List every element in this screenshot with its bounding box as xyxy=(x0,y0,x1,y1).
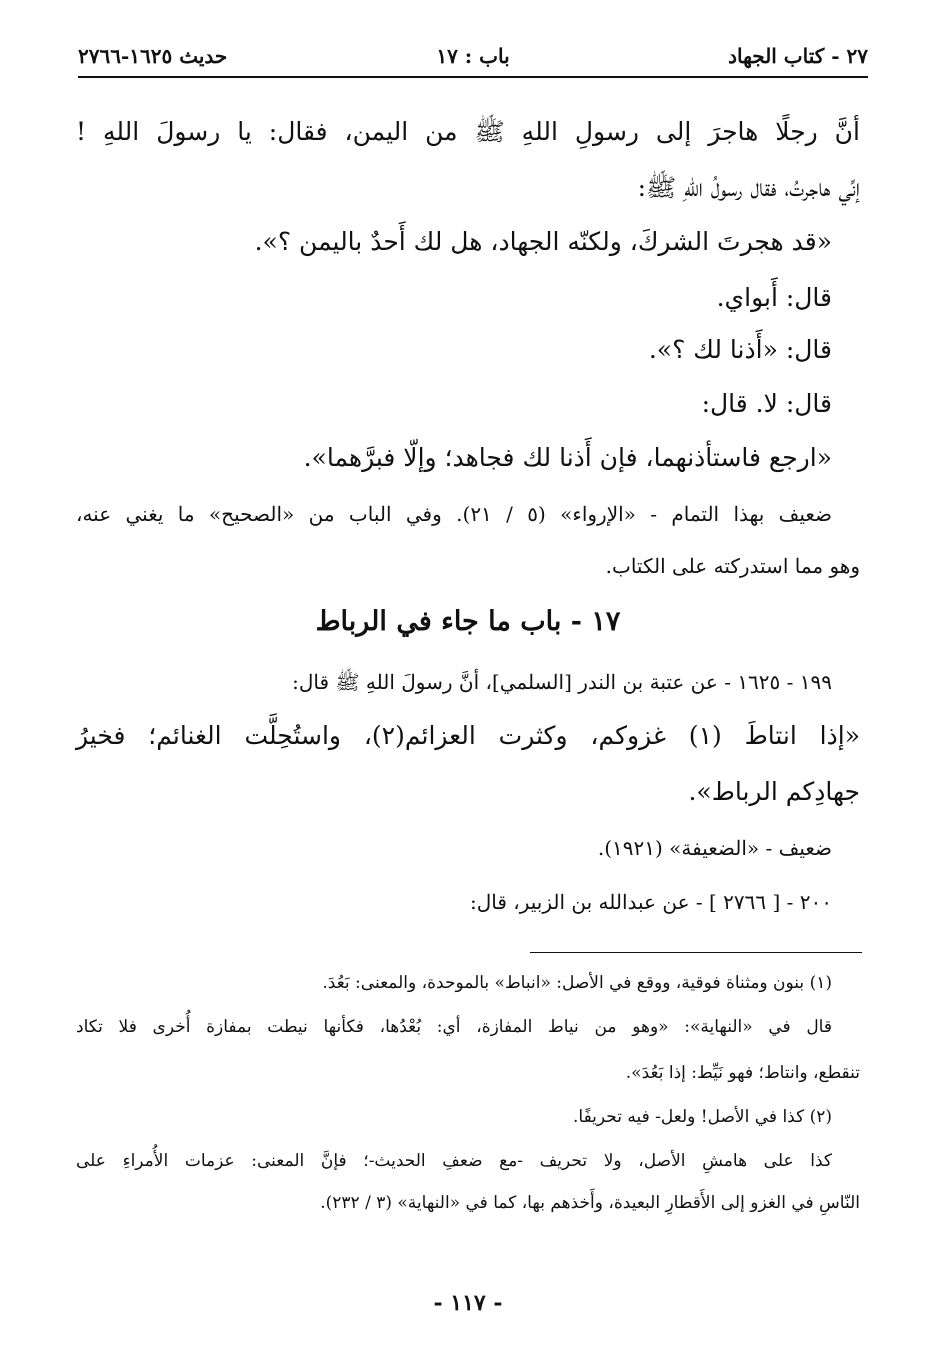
footnote-2: (٢) كذا في الأصل! ولعل- فيه تحريفًا. xyxy=(572,1107,832,1127)
grading-line-2: وهو مما استدركته على الكتاب. xyxy=(605,554,860,578)
grading-line-1: ضعيف بهذا التمام - «الإرواء» (٥ / ٢١). وفي الباب من «الصحيح» ما يغني عنه، xyxy=(76,502,833,526)
body-line-5: قال: «أَذنا لك ؟». xyxy=(648,335,832,364)
footnote-1: (١) بنون ومثناة فوقية، ووقع في الأصل: «انباط» بالموحدة، والمعنى: بَعُدَ. xyxy=(322,973,832,993)
section-heading: ١٧ - باب ما جاء في الرباط xyxy=(315,606,621,637)
hadith-199-grade: ضعيف - «الضعيفة» (١٩٢١). xyxy=(597,836,832,860)
footnote-1-cont-2: تنقطع، وانتاط؛ فهو نَيِّط: إذا بَعُدَ». xyxy=(625,1063,860,1083)
hadith-200-intro: ٢٠٠ - [ ٢٧٦٦ ] - عن عبدالله بن الزبير، قال: xyxy=(469,890,832,914)
running-header xyxy=(78,40,868,78)
footnote-2-cont-2: النّاسِ في الغزو إلى الأَقطارِ البعيدة، وأَخذهم بها، كما في «النهاية» (٣ / ٢٣٢). xyxy=(320,1193,860,1213)
footnote-2-cont-1: كذا على هامشِ الأصل، ولا تحريف -مع ضعفِ الحديث-؛ فإنَّ المعنى: عزمات الأُمراءِ على xyxy=(76,1151,832,1171)
page-number: - ١١٧ - xyxy=(433,1290,503,1316)
hadith-199-text-2: جهادِكم الرباط». xyxy=(688,777,860,806)
body-line-1: أنَّ رجلًا هاجرَ إلى رسولِ اللهِ ﷺ من اليمن، فقال: يا رسولَ اللهِ ! xyxy=(76,117,860,146)
header-hadith-range: حديث ١٦٢٥-٢٧٦٦ xyxy=(78,44,228,68)
header-chapter: ٢٧ - كتاب الجهاد xyxy=(728,44,868,68)
hadith-199-text-1: «إذا انتاطَ (١) غزوكم، وكثرت العزائم(٢)، واستُحِلَّت الغنائم؛ فخيرُ xyxy=(76,721,860,750)
body-line-7: «ارجع فاستأذنهما، فإن أَذنا لك فجاهد؛ وإلّا فبرَّهما». xyxy=(303,443,832,472)
body-line-4: قال: أَبواي. xyxy=(716,283,832,312)
header-section: باب : ١٧ xyxy=(436,44,510,68)
body-line-2: إنِّي هاجرتُ، فقال رسولُ اللهِ ﷺ: xyxy=(637,173,860,202)
footnote-1-cont-1: قال في «النهاية»: «وهو من نياط المفازة، أي: بُعْدُها، فكأنها نيطت بمفازة أُخرى فلا تكاد xyxy=(76,1017,832,1037)
hadith-199-intro: ١٩٩ - ١٦٢٥ - عن عتبة بن الندر [السلمي]، أنَّ رسولَ اللهِ ﷺ قال: xyxy=(292,670,832,694)
footnote-separator xyxy=(530,952,862,953)
body-line-3: «قد هجرتَ الشركَ، ولكنّه الجهاد، هل لك أَحدٌ باليمن ؟». xyxy=(254,227,832,256)
body-line-6: قال: لا. قال: xyxy=(701,389,832,418)
